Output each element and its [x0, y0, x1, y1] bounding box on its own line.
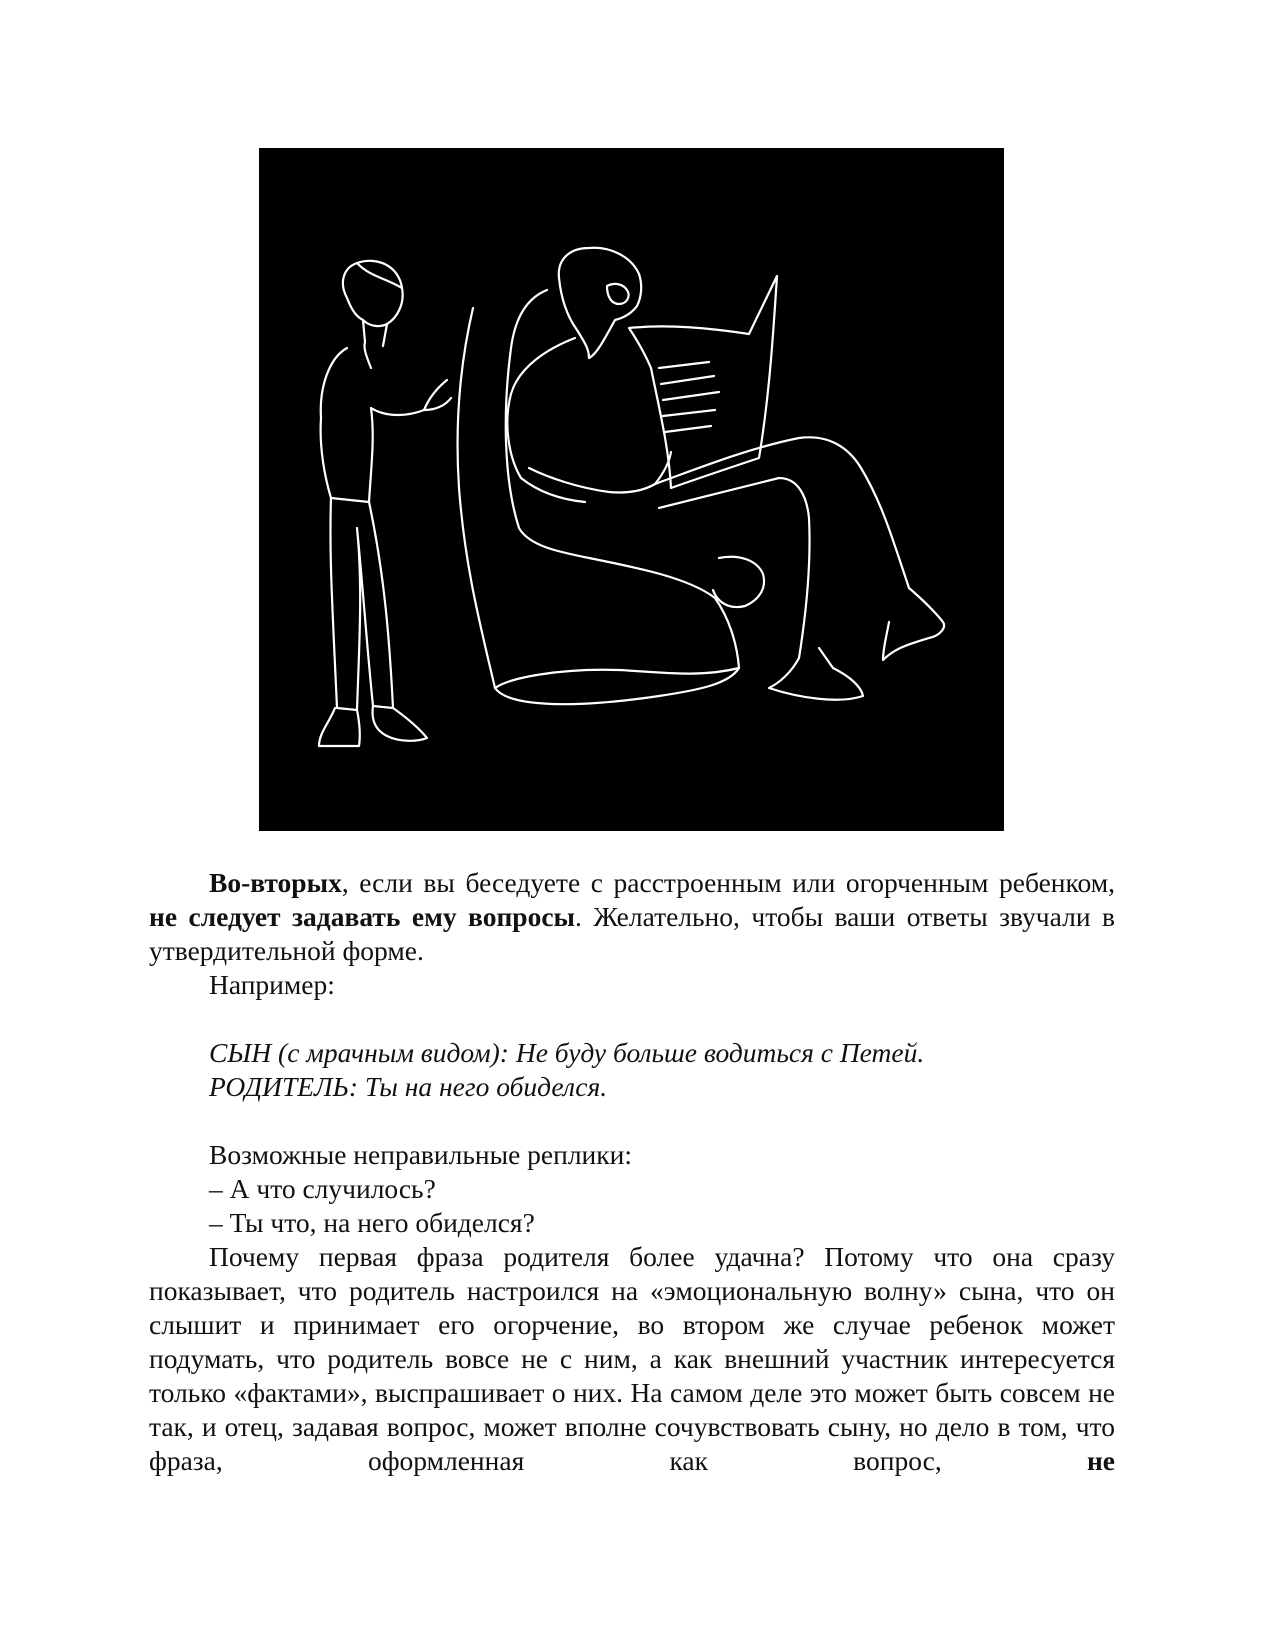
paragraph-1: Во-вторых, если вы беседуете с расстроенным или огорченным ребенком, не следует задавать ему вопросы. Желательно, чтобы ваши ответы звучали в утвердительной форме. [149, 867, 1115, 966]
child-shoe-right [373, 706, 427, 741]
parent-legs [655, 437, 909, 588]
parent-shoe [883, 588, 944, 660]
bold-tail: не [1086, 1445, 1115, 1476]
child-shoe-left [319, 708, 360, 746]
child-legs [330, 498, 393, 710]
newspaper [629, 276, 777, 488]
child-torso [321, 348, 424, 502]
paragraph-4: Почему первая фраза родителя более удачна? Потому что она сразу показывает, что родитель настроился на «эмоциональную волну» сына, что он слышит и принимает его огорчение, во втором же случае ребенок может подумать, что родитель вовсе не с ним, а как внешний участник интересуется только «фактами», выспрашивает о них. На самом деле это может быть совсем не так, и отец, задавая вопрос, может вполне сочувствовать сыну, но дело в том, что фраза, оформленная как вопрос, не [149, 1241, 1115, 1476]
body-text [149, 866, 1115, 1478]
illustration [259, 148, 1004, 831]
child-head [343, 261, 403, 326]
dialog-line-1: СЫН (с мрачным видом): Не буду больше водиться с Петей. [209, 1037, 925, 1068]
reply-1: – А что случилось? [209, 1173, 436, 1204]
paragraph-3: Возможные неправильные реплики: [209, 1139, 632, 1170]
bold-lead: Во-вторых [209, 867, 342, 898]
parent-head [559, 248, 641, 358]
parent-child-drawing [259, 148, 1004, 831]
paragraph-2: Например: [209, 969, 335, 1000]
dialog-line-2: РОДИТЕЛЬ: Ты на него обиделся. [209, 1071, 608, 1102]
bold-phrase: не следует задавать ему вопросы [149, 901, 576, 932]
reply-2: – Ты что, на него обиделся? [209, 1207, 535, 1238]
parent-torso [507, 338, 585, 502]
armchair [458, 290, 739, 704]
